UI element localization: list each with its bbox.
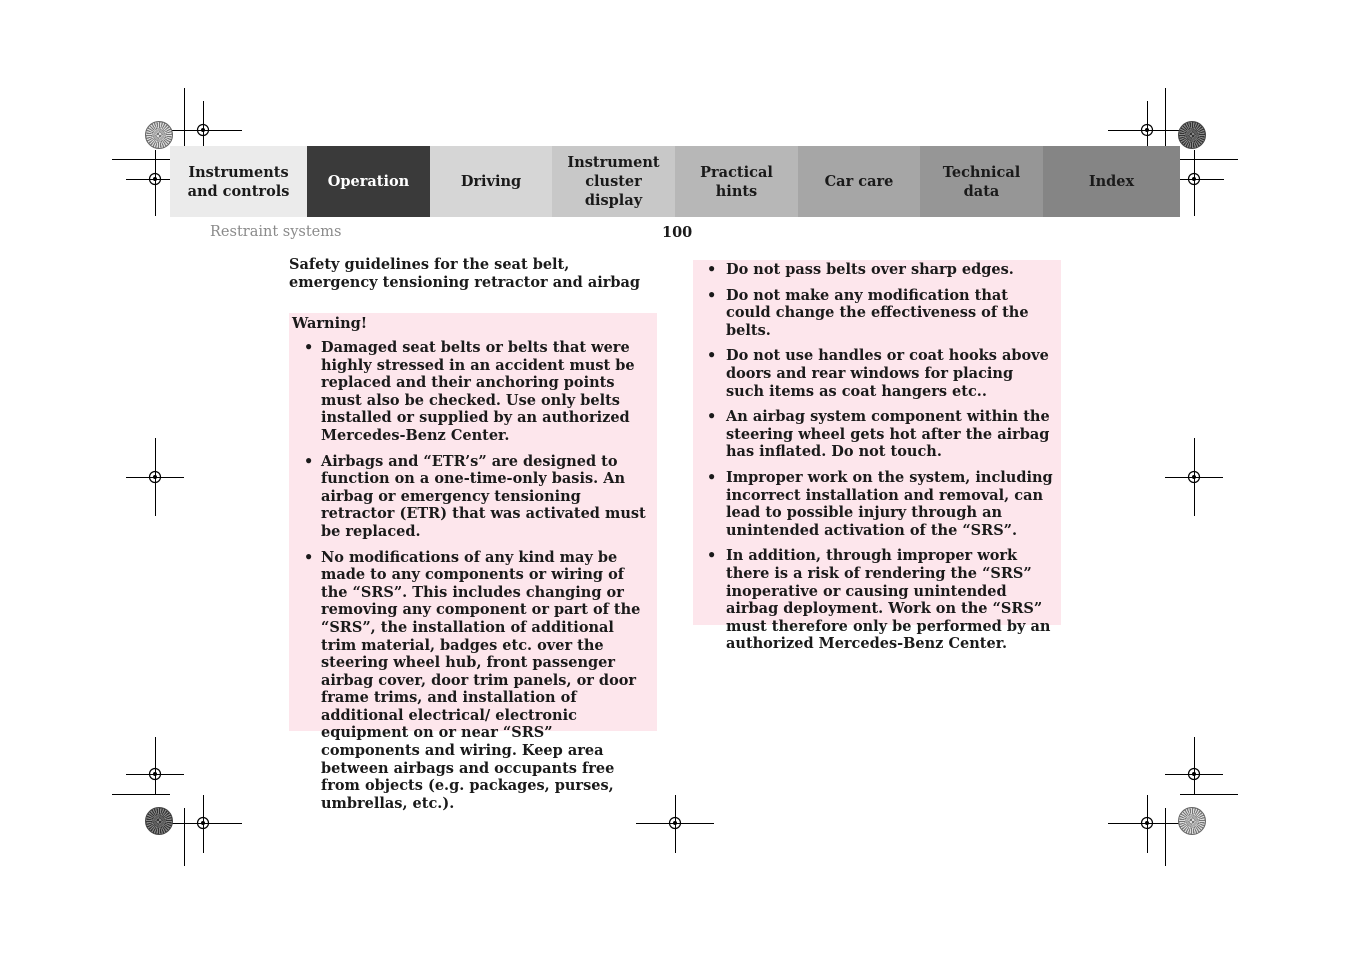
list-item	[707, 347, 1055, 400]
tab-instruments-and-controls[interactable]: Instruments and controls	[170, 146, 307, 217]
section-title: Restraint systems	[210, 224, 342, 240]
color-rosette-icon	[1178, 807, 1206, 835]
registration-target-icon	[196, 123, 210, 137]
list-item	[292, 549, 649, 813]
tab-index[interactable]: Index	[1043, 146, 1180, 217]
tab-practical-hints[interactable]: Practical hints	[675, 146, 798, 217]
registration-target-icon	[148, 172, 162, 186]
list-item-text: An airbag system component within the steering wheel gets hot after the airbag has inflated. Do not touch.	[726, 408, 1050, 461]
list-item	[707, 408, 1055, 461]
list-item-text: In addition, through improper work there is a risk of rendering the “SRS” inoperative or causing unintended airbag deployment. Work on the “SRS” must therefore only be performed by an authorized Mercedes-Benz Center.	[726, 547, 1051, 653]
registration-target-icon	[148, 470, 162, 484]
chapter-tab-bar	[170, 146, 1180, 217]
bullet-icon: •	[304, 452, 314, 470]
tab-driving[interactable]: Driving	[430, 146, 552, 217]
list-item	[707, 547, 1055, 653]
list-item-text: Do not use handles or coat hooks above doors and rear windows for placing such items as coat hangers etc..	[726, 347, 1049, 400]
bullet-icon: •	[707, 408, 717, 426]
registration-target-icon	[148, 767, 162, 781]
bullet-icon: •	[707, 347, 717, 365]
registration-target-icon	[1187, 172, 1201, 186]
bullet-icon: •	[707, 286, 717, 304]
tab-car-care[interactable]: Car care	[798, 146, 920, 217]
bullet-icon: •	[707, 547, 717, 565]
color-rosette-icon	[145, 121, 173, 149]
warning-label: Warning!	[292, 315, 368, 332]
warning-box-right	[693, 260, 1061, 653]
bullet-icon: •	[707, 261, 717, 278]
registration-target-icon	[1187, 470, 1201, 484]
list-item	[707, 261, 1055, 279]
tab-instrument-cluster-display[interactable]: Instrument cluster display	[552, 146, 675, 217]
tab-technical-data[interactable]: Technical data	[920, 146, 1043, 217]
registration-target-icon	[668, 816, 682, 830]
warning-list-right	[707, 261, 1055, 653]
warning-list-left	[292, 339, 649, 812]
list-item-text: No modifications of any kind may be made to any components or wiring of the “SRS”. This includes changing or removing any component or part of the “SRS”, the installation of additional trim material, badges etc. over the steering wheel hub, front passenger airbag cover, door trim panels, or door frame trims, and installation of additional electrical/ electronic equipment on or near “SRS” components and wiring. Keep area between airbags and occupants free from objects (e.g. packages, purses, umbrellas, etc.).	[321, 548, 641, 812]
list-item	[292, 339, 649, 445]
tab-operation[interactable]: Operation	[307, 146, 430, 217]
list-item-text: Do not make any modification that could change the effectiveness of the belts.	[726, 286, 1029, 339]
list-item-text: Do not pass belts over sharp edges.	[726, 261, 1014, 278]
registration-target-icon	[1140, 816, 1154, 830]
color-rosette-icon	[145, 807, 173, 835]
bullet-icon: •	[707, 468, 717, 486]
warning-box-left	[289, 313, 657, 812]
bullet-icon: •	[304, 339, 314, 356]
page-heading: Safety guidelines for the seat belt, emergency tensioning retractor and airbag	[289, 256, 641, 291]
list-item	[292, 453, 649, 541]
list-item	[707, 287, 1055, 340]
bullet-icon: •	[304, 548, 314, 566]
registration-target-icon	[1140, 123, 1154, 137]
list-item	[707, 469, 1055, 539]
registration-target-icon	[1187, 767, 1201, 781]
registration-target-icon	[196, 816, 210, 830]
list-item-text: Improper work on the system, including incorrect installation and removal, can lead to possible injury through an unintended activation of the “SRS”.	[726, 468, 1053, 539]
list-item-text: Damaged seat belts or belts that were highly stressed in an accident must be replaced and their anchoring points must also be checked. Use only belts installed or supplied by an authorized Mercedes-Benz Center.	[321, 339, 635, 444]
color-rosette-icon	[1178, 121, 1206, 149]
list-item-text: Airbags and “ETR’s” are designed to function on a one-time-only basis. An airbag or emergency tensioning retractor (ETR) that was activated must be replaced.	[321, 452, 646, 540]
page-number: 100	[662, 224, 693, 241]
